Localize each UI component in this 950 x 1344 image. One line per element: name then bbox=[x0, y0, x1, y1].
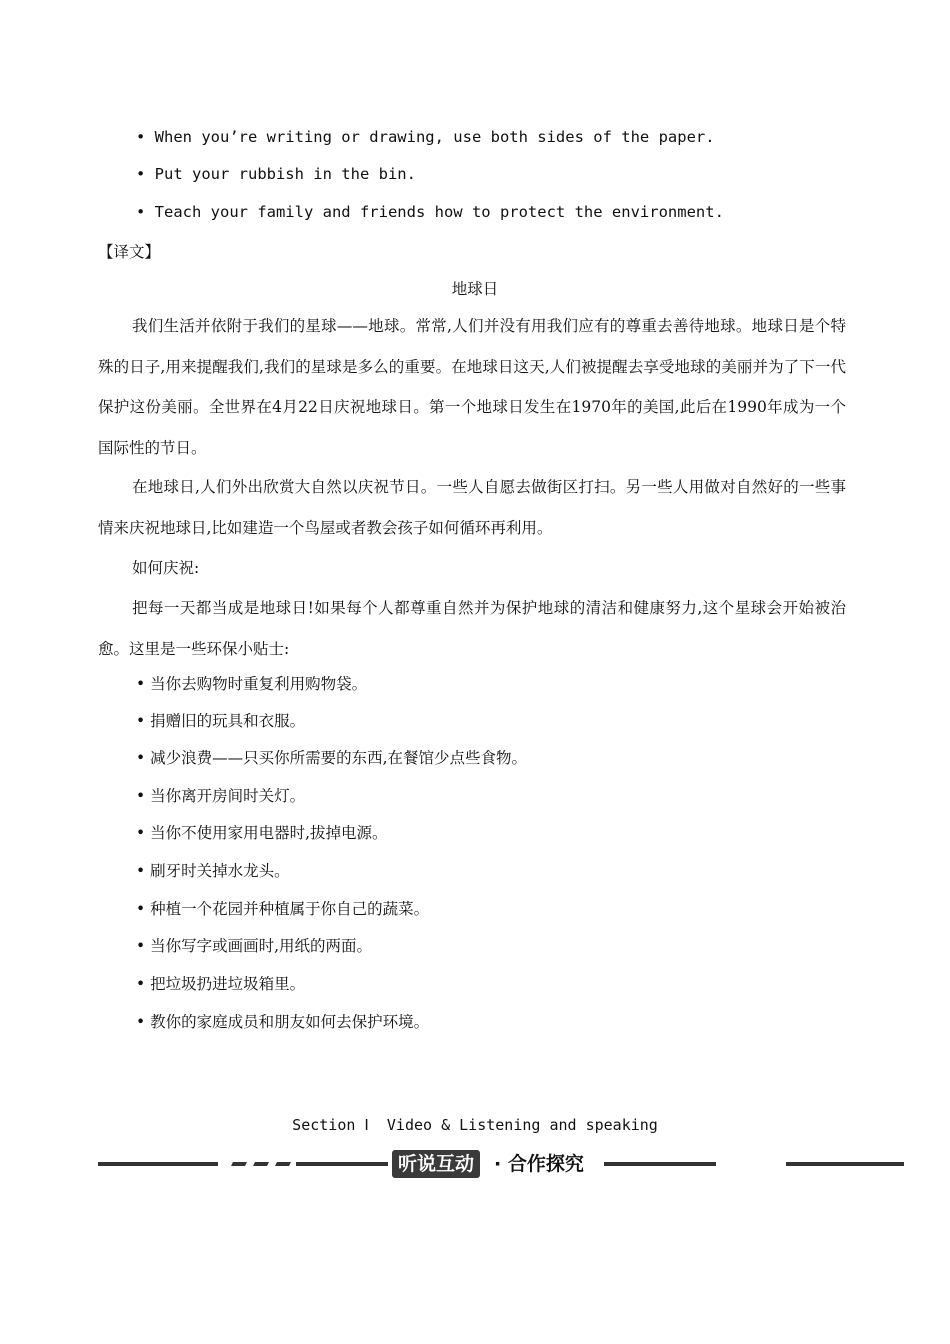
cn-tip-1: • 当你去购物时重复利用购物袋。 bbox=[136, 675, 368, 693]
english-tip-2: • Put your rubbish in the bin. bbox=[136, 165, 416, 183]
banner-rule-right bbox=[604, 1162, 716, 1166]
article-title: 地球日 bbox=[451, 280, 499, 298]
banner-dash bbox=[275, 1162, 291, 1166]
paragraph-1: 我们生活并依附于我们的星球——地球。常常,人们并没有用我们应有的尊重去善待地球。地球日是个特殊的日子,用来提醒我们,我们的星球是多么的重要。在地球日这天,人们被提醒去享受地球的美丽并为了下一代保护这份美丽。全世界在4月22日庆祝地球日。第一个地球日发生在1970年的美国,此后在1990年成为一个国际性的节日。 bbox=[98, 317, 846, 457]
banner-rule-mid bbox=[296, 1162, 388, 1166]
section-heading: Section Ⅰ Video & Listening and speaking bbox=[292, 1116, 658, 1134]
translation-label: 【译文】 bbox=[98, 243, 161, 261]
section-banner bbox=[0, 1146, 950, 1182]
cn-tip-2: • 捐赠旧的玩具和衣服。 bbox=[136, 712, 306, 730]
banner-badge: 听说互动 bbox=[392, 1150, 480, 1178]
cn-tip-10: • 教你的家庭成员和朋友如何去保护环境。 bbox=[136, 1013, 430, 1031]
banner-rule-far-right bbox=[786, 1162, 904, 1166]
paragraph-3: 把每一天都当成是地球日!如果每个人都尊重自然并为保护地球的清洁和健康努力,这个星球会开始被治愈。这里是一些环保小贴士: bbox=[98, 599, 846, 658]
paragraph-how-to-celebrate: 如何庆祝: bbox=[132, 559, 200, 577]
english-tip-1: • When you’re writing or drawing, use both sides of the paper. bbox=[136, 128, 715, 146]
banner-dash bbox=[231, 1162, 247, 1166]
cn-tip-6: • 刷牙时关掉水龙头。 bbox=[136, 862, 290, 880]
cn-tip-9: • 把垃圾扔进垃圾箱里。 bbox=[136, 975, 306, 993]
english-tip-3: • Teach your family and friends how to protect the environment. bbox=[136, 203, 724, 221]
banner-subtitle: · 合作探究 bbox=[494, 1153, 584, 1175]
cn-tip-7: • 种植一个花园并种植属于你自己的蔬菜。 bbox=[136, 900, 430, 918]
paragraph-2: 在地球日,人们外出欣赏大自然以庆祝节日。一些人自愿去做街区打扫。另一些人用做对自然好的一些事情来庆祝地球日,比如建造一个鸟屋或者教会孩子如何循环再利用。 bbox=[98, 478, 846, 537]
cn-tip-5: • 当你不使用家用电器时,拔掉电源。 bbox=[136, 824, 388, 842]
banner-dash bbox=[253, 1162, 269, 1166]
cn-tip-4: • 当你离开房间时关灯。 bbox=[136, 787, 306, 805]
cn-tip-8: • 当你写字或画画时,用纸的两面。 bbox=[136, 937, 372, 955]
cn-tip-3: • 减少浪费——只买你所需要的东西,在餐馆少点些食物。 bbox=[136, 749, 527, 767]
banner-rule-left bbox=[98, 1162, 218, 1166]
